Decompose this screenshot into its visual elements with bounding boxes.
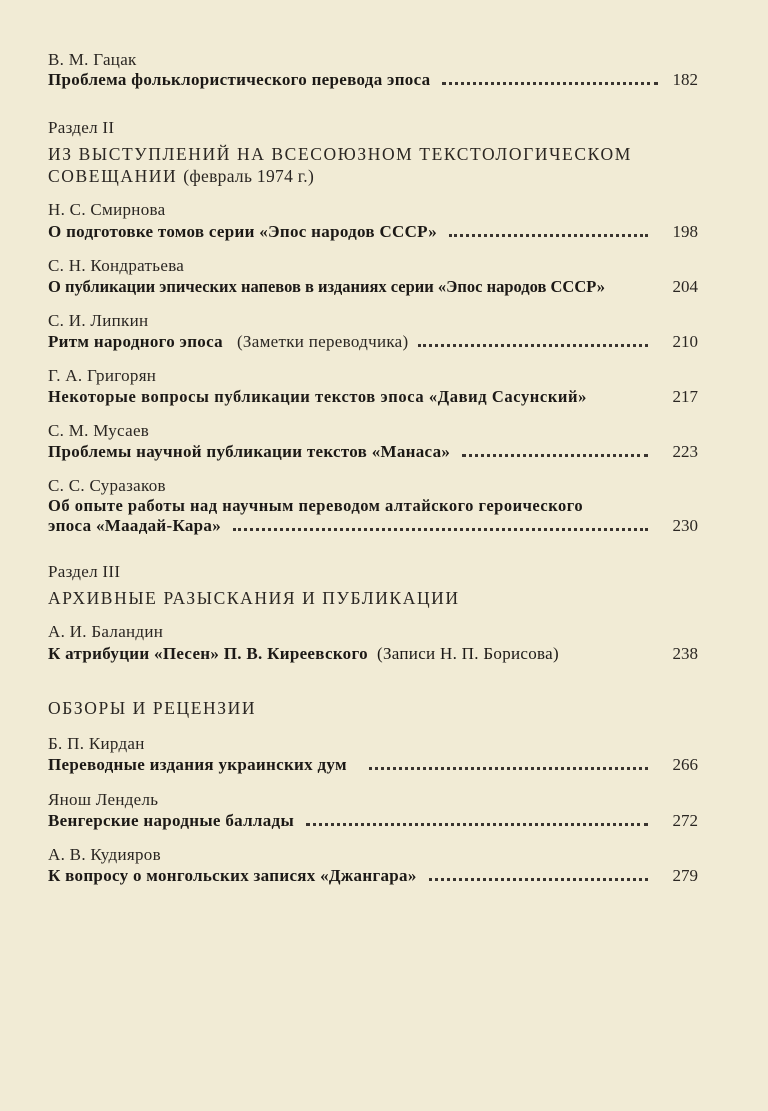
leader-dots bbox=[306, 823, 648, 826]
toc-entry[interactable] bbox=[48, 866, 648, 886]
toc-author: Б. П. Кирдан bbox=[48, 734, 145, 753]
toc-entry[interactable] bbox=[48, 755, 648, 775]
section-label: Раздел II bbox=[48, 118, 115, 137]
toc-author: С. И. Липкин bbox=[48, 311, 149, 330]
toc-title[interactable]: О публикации эпических напевов в изданиях серии «Эпос народов СССР» bbox=[48, 277, 605, 296]
toc-author: В. М. Гацак bbox=[48, 50, 137, 69]
toc-author: С. М. Мусаев bbox=[48, 421, 150, 440]
leader-dots bbox=[233, 528, 648, 531]
toc-author: Г. А. Григорян bbox=[48, 366, 157, 385]
toc-title[interactable]: Об опыте работы над научным переводом алтайского героического bbox=[48, 496, 584, 515]
toc-title[interactable]: Некоторые вопросы публикации текстов эпоса «Давид Сасунский» bbox=[48, 387, 587, 406]
toc-note: (Заметки переводчика) bbox=[236, 332, 409, 351]
toc-title: Проблема фольклористического перевода эпоса bbox=[48, 70, 431, 89]
toc-title: Венгерские народные баллады bbox=[48, 811, 295, 830]
toc-author: А. И. Баландин bbox=[48, 622, 164, 641]
toc-title: Ритм народного эпоса bbox=[48, 332, 223, 351]
toc-entry[interactable] bbox=[48, 442, 648, 462]
toc-title: К атрибуции «Песен» П. В. Киреевского bbox=[48, 644, 368, 663]
page-number: 230 bbox=[672, 516, 698, 535]
toc-title: О подготовке томов серии «Эпос народов СССР» bbox=[48, 222, 438, 241]
toc-entry[interactable] bbox=[48, 222, 648, 242]
toc-author: Янош Лендель bbox=[48, 790, 159, 809]
section-heading-note: (февраль 1974 г.) bbox=[183, 166, 315, 186]
toc-entry[interactable] bbox=[48, 332, 648, 352]
toc-author: С. Н. Кондратьева bbox=[48, 256, 185, 275]
section-label: Раздел III bbox=[48, 562, 121, 581]
section-heading-cont bbox=[48, 166, 314, 186]
toc-author: А. В. Кудияров bbox=[48, 845, 161, 864]
leader-dots bbox=[442, 82, 658, 85]
toc-author: Н. С. Смирнова bbox=[48, 200, 166, 219]
section-heading: АРХИВНЫЕ РАЗЫСКАНИЯ И ПУБЛИКАЦИИ bbox=[48, 588, 460, 608]
toc-note: (Записи Н. П. Борисова) bbox=[377, 644, 559, 663]
page-number: 204 bbox=[672, 277, 698, 296]
toc-title: Переводные издания украинских дум bbox=[48, 755, 347, 774]
section-heading: ОБЗОРЫ И РЕЦЕНЗИИ bbox=[48, 698, 257, 718]
page-number: 198 bbox=[672, 222, 698, 241]
leader-dots bbox=[369, 767, 648, 770]
leader-dots bbox=[418, 344, 648, 347]
leader-dots bbox=[449, 234, 648, 237]
toc-entry[interactable] bbox=[48, 516, 648, 536]
section-heading-text: СОВЕЩАНИИ bbox=[48, 166, 178, 186]
leader-dots bbox=[462, 454, 648, 457]
toc-entry[interactable] bbox=[48, 644, 559, 664]
section-heading: ИЗ ВЫСТУПЛЕНИЙ НА ВСЕСОЮЗНОМ ТЕКСТОЛОГИЧЕСКОМ bbox=[48, 144, 632, 164]
toc-entry[interactable] bbox=[48, 70, 658, 90]
toc-title: К вопросу о монгольских записях «Джангара» bbox=[48, 866, 417, 885]
page-number: 272 bbox=[672, 811, 698, 830]
page-number: 210 bbox=[672, 332, 698, 351]
leader-dots bbox=[429, 878, 648, 881]
page-number: 217 bbox=[672, 387, 698, 406]
page-number: 279 bbox=[672, 866, 698, 885]
toc-title-cont: эпоса «Маадай-Кара» bbox=[48, 516, 222, 535]
toc-author: С. С. Суразаков bbox=[48, 476, 166, 495]
page-number: 266 bbox=[672, 755, 698, 774]
toc-entry[interactable] bbox=[48, 811, 648, 831]
page-number: 238 bbox=[672, 644, 698, 663]
page-number: 223 bbox=[672, 442, 698, 461]
toc-title: Проблемы научной публикации текстов «Манаса» bbox=[48, 442, 451, 461]
page-number: 182 bbox=[672, 70, 698, 89]
